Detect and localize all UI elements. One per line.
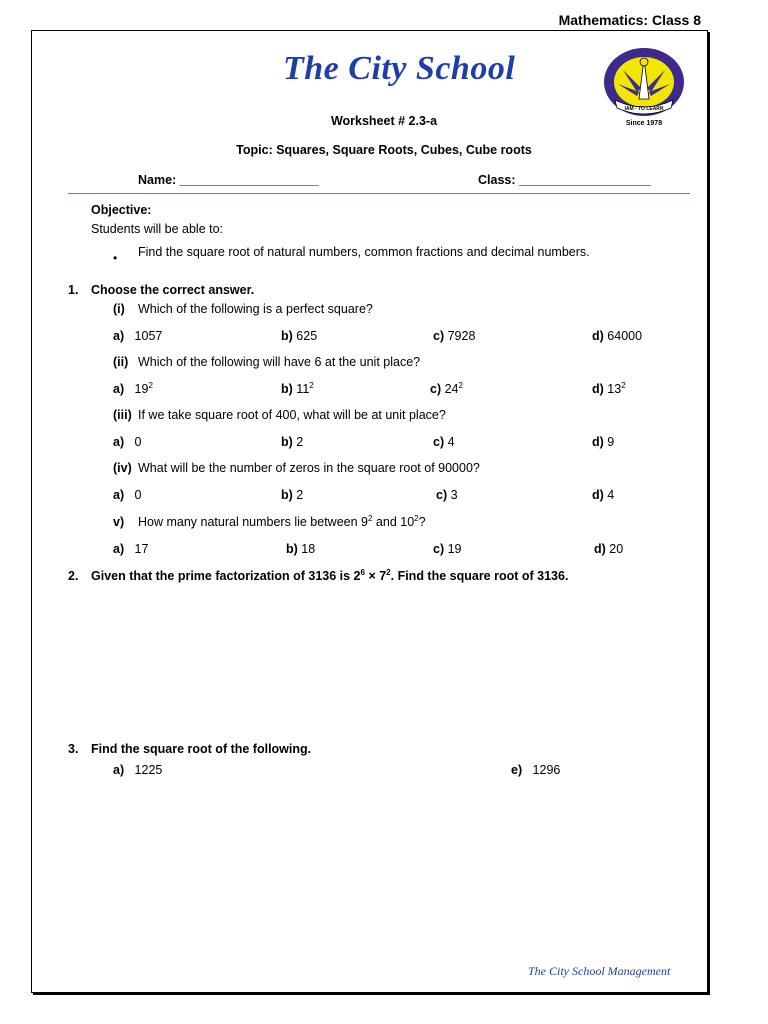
q1-iv-label: (iv) [113, 461, 132, 475]
name-field[interactable]: Name: ____________________ [138, 173, 319, 187]
option-exponent: 2 [458, 380, 463, 390]
option-value: 9 [607, 435, 615, 449]
worksheet-number: Worksheet # 2.3-a [330, 114, 438, 128]
school-name: The City School [283, 50, 516, 87]
item-value: 1296 [532, 763, 561, 777]
footer-text: The City School Management [528, 964, 671, 978]
option-value: 4 [607, 488, 615, 502]
option-value: 19 [134, 382, 149, 396]
option-letter: c) [436, 488, 448, 502]
option-letter: b) [281, 488, 293, 502]
option-letter: c) [433, 542, 445, 556]
q1-number: 1. [68, 283, 79, 297]
option-letter: a) [113, 435, 125, 449]
q3-number: 3. [68, 742, 79, 756]
option-letter: a) [113, 329, 125, 343]
q1-v-option-c[interactable] [433, 542, 462, 556]
q1-iii-text: If we take square root of 400, what will be at unit place? [138, 408, 446, 422]
q3-item-e [511, 763, 560, 777]
option-value: 19 [447, 542, 462, 556]
q1-v-label: v) [113, 515, 125, 529]
option-letter: d) [592, 329, 604, 343]
option-value: 2 [296, 435, 304, 449]
q1-iii-option-c[interactable] [433, 435, 455, 449]
q1-i-option-a[interactable] [113, 329, 162, 343]
page-border-shadow-right [708, 32, 710, 995]
option-value: 17 [134, 542, 149, 556]
header-divider [68, 193, 690, 194]
q1-iv-option-b[interactable] [281, 488, 303, 502]
option-value: 18 [301, 542, 316, 556]
q1-i-option-d[interactable] [592, 329, 642, 343]
option-value: 7928 [447, 329, 476, 343]
option-letter: a) [113, 542, 125, 556]
option-value: 1057 [134, 329, 163, 343]
q1-ii-label: (ii) [113, 355, 129, 369]
q2-text: Given that the prime factorization of 3136 is $2^6 \times 7^2$. Find the square root of 3136. [91, 567, 569, 583]
option-letter: c) [430, 382, 442, 396]
option-letter: a) [113, 382, 125, 396]
q1-v-option-d[interactable] [594, 542, 623, 556]
q1-ii-option-c[interactable] [430, 382, 463, 396]
q1-v-option-a[interactable] [113, 542, 148, 556]
q1-ii-option-d[interactable] [592, 382, 626, 396]
page-border-shadow-bottom [33, 993, 710, 995]
q1-iii-option-b[interactable] [281, 435, 303, 449]
q1-ii-option-b[interactable] [281, 382, 314, 396]
option-value: 20 [609, 542, 624, 556]
option-letter: b) [281, 435, 293, 449]
option-value: 24 [444, 382, 459, 396]
option-value: 625 [296, 329, 318, 343]
option-exponent: 2 [621, 380, 626, 390]
q1-title: Choose the correct answer. [91, 283, 255, 297]
q1-iv-option-d[interactable] [592, 488, 614, 502]
option-exponent: 2 [148, 380, 153, 390]
objective-heading: Objective: [91, 203, 152, 217]
option-letter: d) [594, 542, 606, 556]
option-letter: c) [433, 329, 445, 343]
q1-iv-option-c[interactable] [436, 488, 458, 502]
q1-iv-text: What will be the number of zeros in the square root of 90000? [138, 461, 480, 475]
option-value: 64000 [607, 329, 643, 343]
q3-title: Find the square root of the following. [91, 742, 312, 756]
q1-i-option-c[interactable] [433, 329, 475, 343]
item-letter: a) [113, 763, 125, 777]
q1-iii-option-d[interactable] [592, 435, 614, 449]
option-value: 11 [296, 382, 310, 396]
q1-iv-option-a[interactable] [113, 488, 142, 502]
option-letter: b) [286, 542, 298, 556]
option-value: 3 [450, 488, 458, 502]
q1-v-text: How many natural numbers lie between $9^2$ and $10^2$? [138, 513, 426, 529]
option-value: 2 [296, 488, 304, 502]
q1-i-option-b[interactable] [281, 329, 317, 343]
option-letter: d) [592, 382, 604, 396]
option-value: 13 [607, 382, 622, 396]
option-letter: d) [592, 435, 604, 449]
objective-intro: Students will be able to: [91, 222, 224, 236]
q1-ii-text: Which of the following will have 6 at the unit place? [138, 355, 421, 369]
item-value: 1225 [134, 763, 163, 777]
q3-item-a [113, 763, 162, 777]
item-letter: e) [511, 763, 523, 777]
q1-iii-option-a[interactable] [113, 435, 142, 449]
logo-motto: IAM - TO LEARN [624, 106, 664, 112]
option-letter: b) [281, 329, 293, 343]
option-letter: d) [592, 488, 604, 502]
q1-i-text: Which of the following is a perfect square? [138, 302, 373, 316]
option-letter: b) [281, 382, 293, 396]
option-letter: a) [113, 488, 125, 502]
option-value: 4 [447, 435, 455, 449]
q1-i-label: (i) [113, 302, 125, 316]
class-field[interactable]: Class: ___________________ [478, 173, 652, 187]
q1-v-option-b[interactable] [286, 542, 315, 556]
worksheet-topic: Topic: Squares, Square Roots, Cubes, Cube roots [236, 143, 532, 157]
objective-point: Find the square root of natural numbers, common fractions and decimal numbers. [138, 245, 590, 259]
q1-ii-option-a[interactable] [113, 382, 153, 396]
subject-header: Mathematics: Class 8 [558, 12, 701, 28]
q1-iii-label: (iii) [113, 408, 132, 422]
bullet-icon: • [113, 251, 118, 265]
q2-number: 2. [68, 569, 79, 583]
option-value: 0 [134, 435, 142, 449]
option-exponent: 2 [309, 380, 314, 390]
option-value: 0 [134, 488, 142, 502]
logo-since: Since 1978 [625, 120, 663, 127]
option-letter: c) [433, 435, 445, 449]
